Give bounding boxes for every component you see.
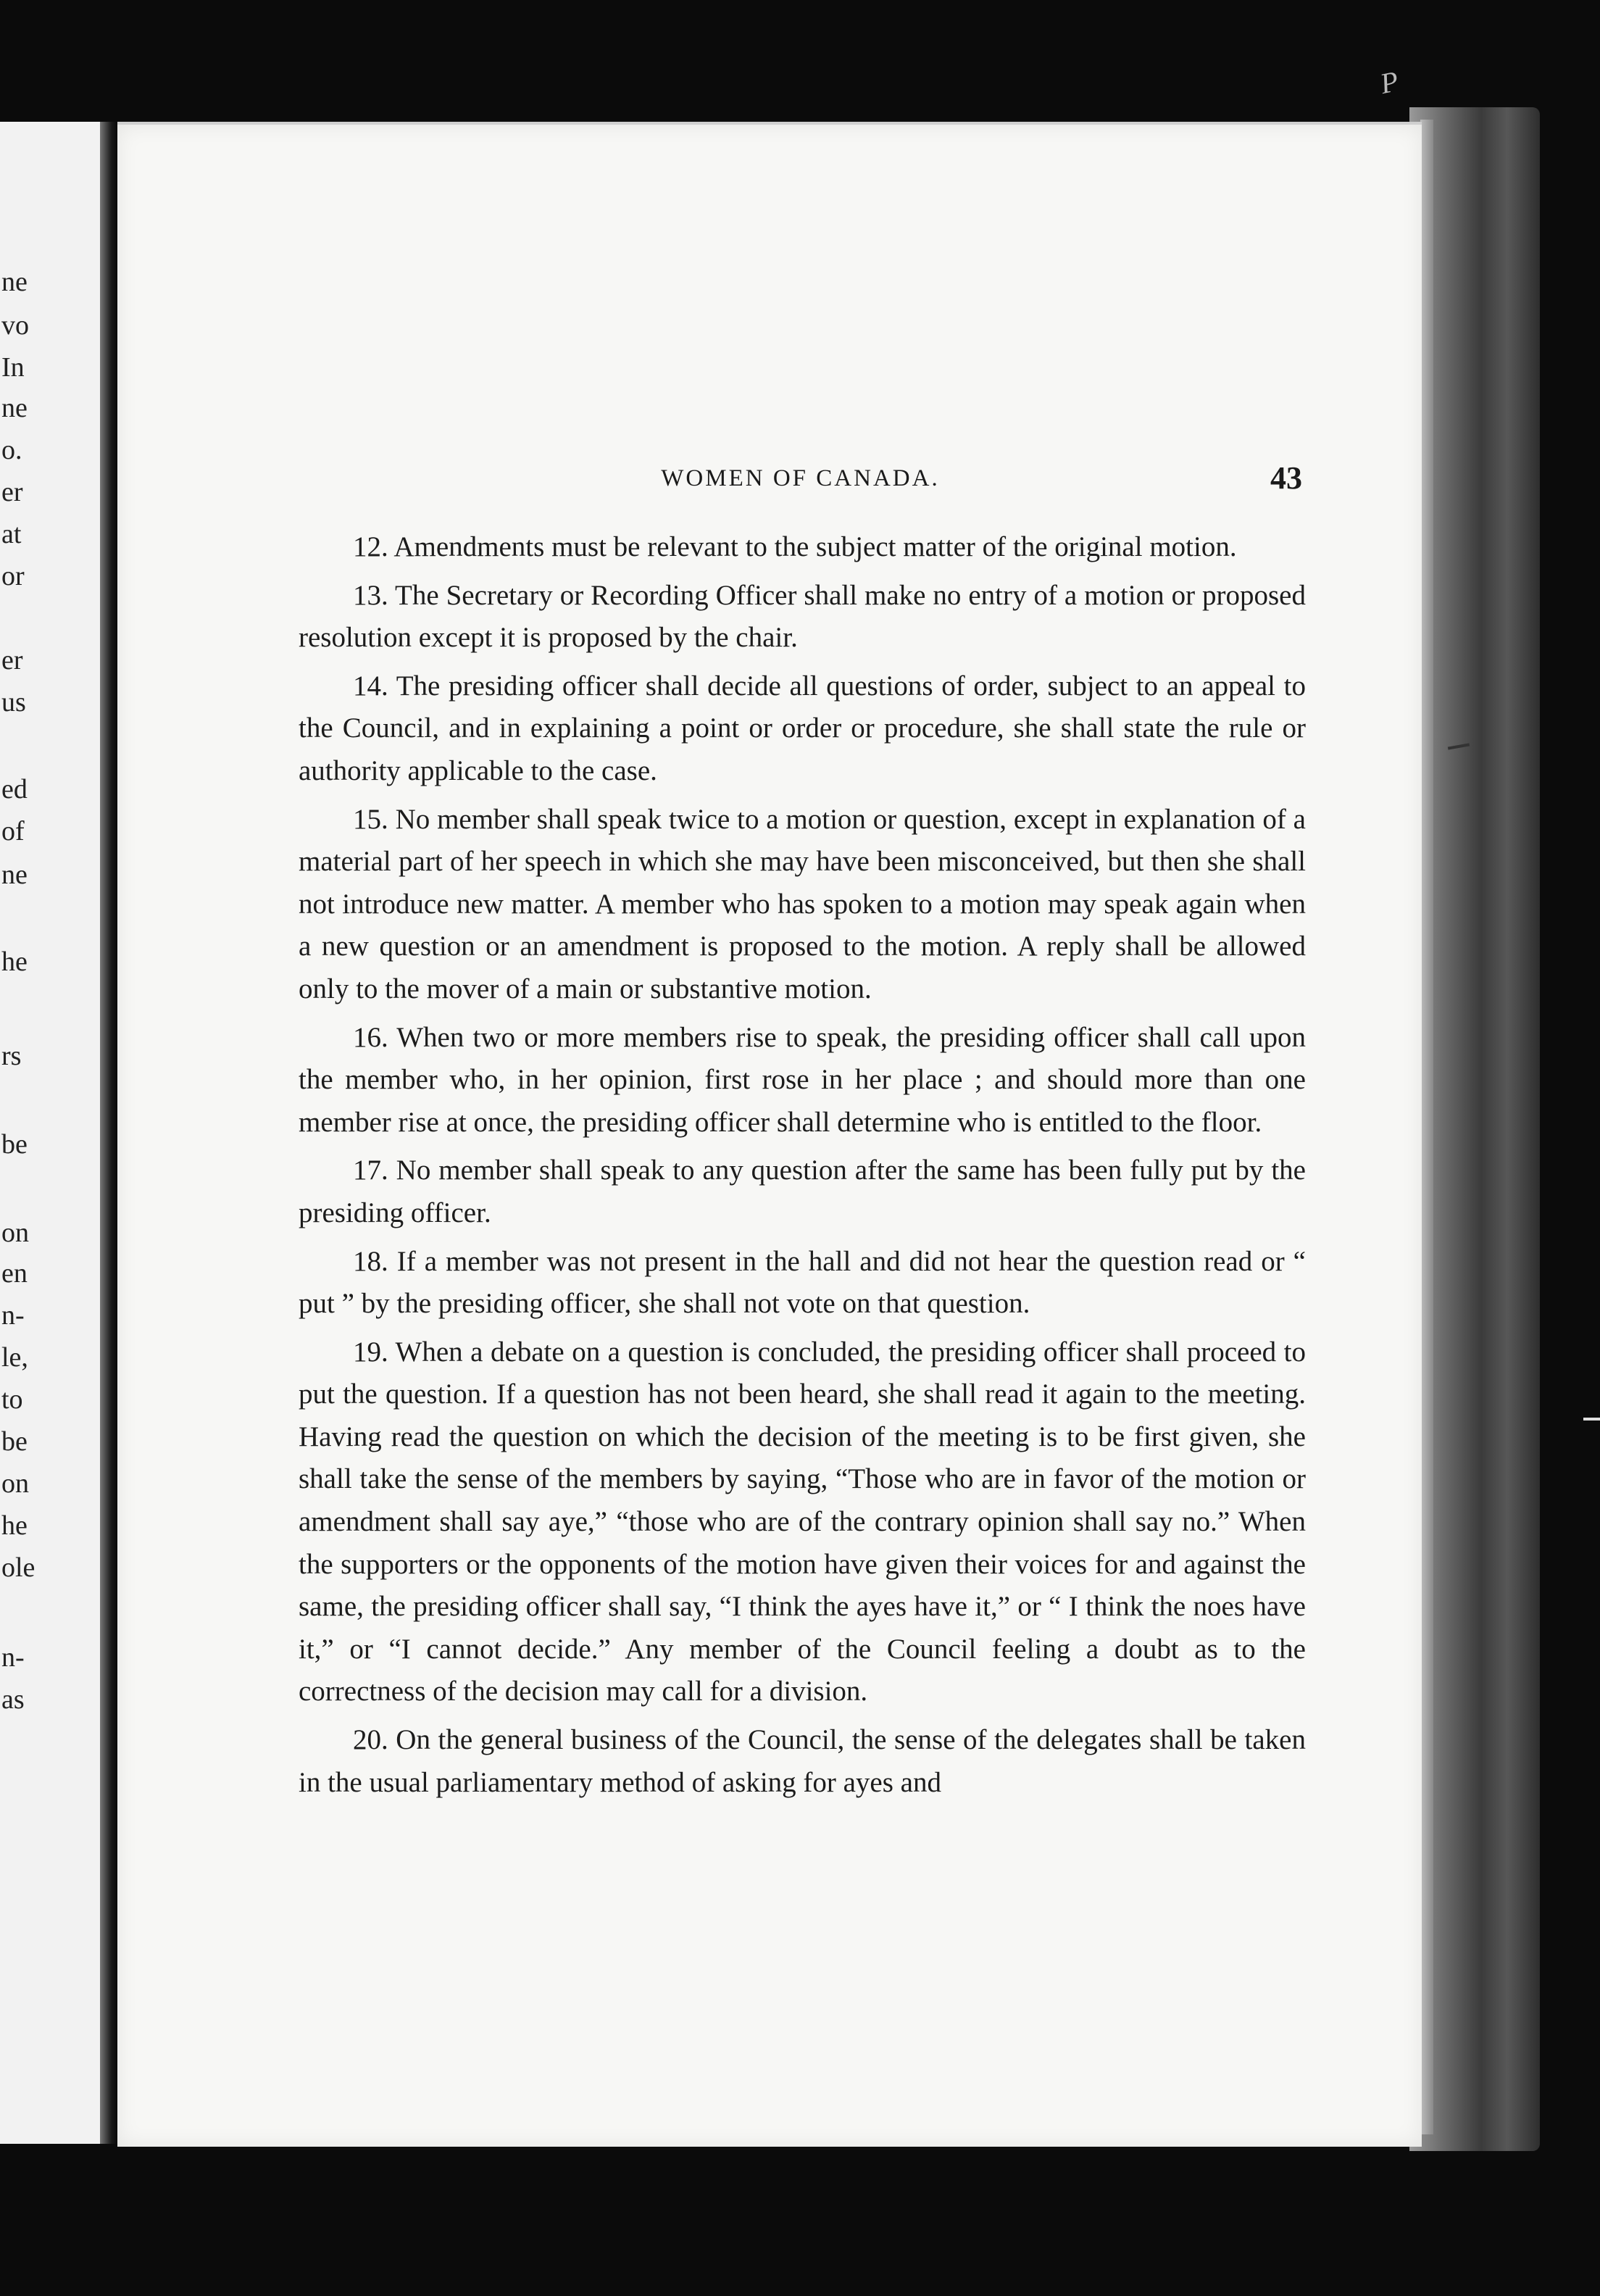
- previous-page-line-fragment: rs: [1, 1041, 22, 1071]
- page-43: [117, 122, 1422, 2147]
- previous-page-line-fragment: on: [1, 1468, 29, 1499]
- rule-18: 18. If a member was not present in the hall and did not hear the question read or “ put ” by the presiding officer, she shall not vote on that question.: [299, 1245, 1306, 1320]
- previous-page-line-fragment: be: [1, 1129, 28, 1160]
- previous-page-line-fragment: ne: [1, 393, 28, 423]
- book-edge-highlight: [1420, 120, 1433, 2134]
- previous-page-line-fragment: In: [1, 352, 25, 383]
- previous-page-line-fragment: ole: [1, 1552, 36, 1583]
- previous-page-line-fragment: as: [1, 1684, 25, 1715]
- page-number: 43: [1270, 460, 1302, 496]
- previous-page-line-fragment: er: [1, 645, 23, 675]
- rule-14: 14. The presiding officer shall decide all questions of order, subject to an appeal to the Council, and in explaining a point or order or procedure, she shall state the rule or authority applicable to the case.: [299, 670, 1306, 786]
- book-gutter: [100, 122, 119, 2144]
- rule-19: 19. When a debate on a question is concluded, the presiding officer shall proceed to put the question. If a question has not been heard, she shall read it again to the meeting. Having read the question on which the decision of the meeting is to be first given, she shall take the sense of the members by saying, “Those who are in favor of the motion or amendment shall say aye,” “those who are of the contrary opinion shall say no.” When the supporters or the opponents of the motion have given their voices for and against the same, the presiding officer shall say, “I think the ayes have it,” or “ I think the noes have it,” or “I cannot decide.” Any member of the Council feeling a doubt as to the correctness of the decision may call for a division.: [299, 1336, 1306, 1708]
- rule-17: 17. No member shall speak to any question after the same has been fully put by the presiding officer.: [299, 1155, 1306, 1228]
- rule-13: 13. The Secretary or Recording Officer shall make no entry of a motion or proposed resolution except it is proposed by the chair.: [299, 579, 1306, 654]
- previous-page-line-fragment: er: [1, 477, 23, 507]
- running-head: [299, 460, 1302, 509]
- previous-page-line-fragment: of: [1, 816, 25, 847]
- previous-page-line-fragment: be: [1, 1426, 28, 1457]
- running-title: WOMEN OF CANADA.: [661, 465, 940, 491]
- previous-page-line-fragment: vo: [1, 310, 29, 341]
- previous-page-line-fragment: ne: [1, 267, 28, 297]
- previous-page-line-fragment: or: [1, 561, 25, 591]
- previous-page-line-fragment: le,: [1, 1342, 28, 1373]
- rule-12: 12. Amendments must be relevant to the subject matter of the original motion.: [353, 531, 1237, 562]
- previous-page-line-fragment: he: [1, 947, 28, 977]
- previous-page-line-fragment: n-: [1, 1300, 25, 1331]
- previous-page-line-fragment: en: [1, 1258, 28, 1289]
- previous-page-line-fragment: o.: [1, 435, 22, 465]
- rule-20: 20. On the general business of the Council, the sense of the delegates shall be taken in the usual parliamentary method of asking for ayes and: [299, 1724, 1306, 1798]
- previous-page-line-fragment: ed: [1, 774, 28, 804]
- previous-page-line-fragment: at: [1, 519, 22, 549]
- previous-page-line-fragment: to: [1, 1384, 23, 1415]
- rule-16: 16. When two or more members rise to speak, the presiding officer shall call upon the member who, in her opinion, first rose in her place ; and should more than one member rise at once, the presiding officer shall determine who is entitled to the floor.: [299, 1021, 1306, 1138]
- previous-page-line-fragment: he: [1, 1510, 28, 1541]
- previous-page-line-fragment: on: [1, 1218, 29, 1248]
- previous-page-line-fragment: n-: [1, 1642, 25, 1673]
- body-text: [299, 526, 1306, 1804]
- previous-page-fragment: [0, 122, 112, 2144]
- previous-page-line-fragment: ne: [1, 860, 28, 890]
- edge-mark: [1583, 1418, 1600, 1421]
- pencil-mark: P: [1377, 64, 1401, 101]
- previous-page-line-fragment: us: [1, 687, 26, 718]
- rule-15: 15. No member shall speak twice to a motion or question, except in explanation of a material part of her speech in which she may have been misconceived, but then she shall not introduce new matter. A member who has spoken to a motion may speak again when a new question or an amendment is proposed to the motion. A reply shall be allowed only to the mover of a main or substantive motion.: [299, 803, 1306, 1004]
